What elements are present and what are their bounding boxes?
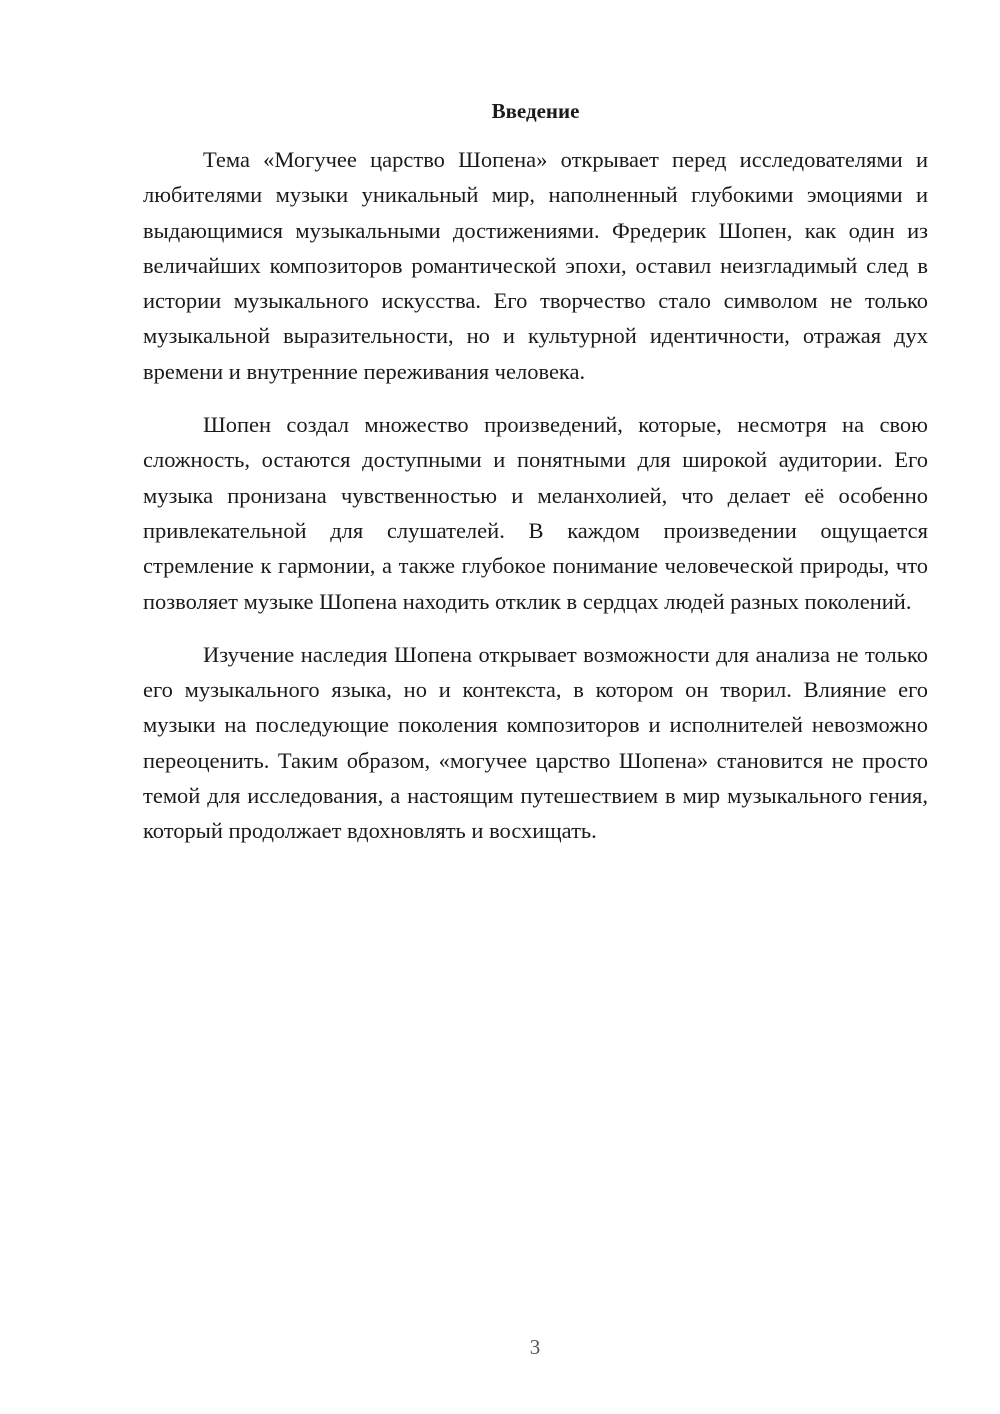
paragraph-1: Тема «Могучее царство Шопена» открывает перед исследователями и любителями музыки уникальный мир, наполненный глубокими эмоциями и выдающимися музыкальными достижениями. Фредерик Шопен, как один из величайших композиторов романтической эпохи, оставил неизгладимый след в истории музыкального искусства. Его творчество стало символом не только музыкальной выразительности, но и культурной идентичности, отражая дух времени и внутренние переживания человека.: [143, 147, 928, 384]
page-number: 3: [529, 1335, 541, 1359]
paragraph-3: Изучение наследия Шопена открывает возможности для анализа не только его музыкального языка, но и контекста, в котором он творил. Влияние его музыки на последующие поколения композиторов и исполнителей невозможно переоценить. Таким образом, «могучее царство Шопена» становится не просто темой для исследования, а настоящим путешествием в мир музыкального гения, который продолжает вдохновлять и восхищать.: [143, 641, 928, 844]
body-text: [143, 142, 928, 867]
section-heading: Введение: [491, 99, 580, 123]
paragraph-2: Шопен создал множество произведений, которые, несмотря на свою сложность, остаются доступными и понятными для широкой аудитории. Его музыка пронизана чувственностью и меланхолией, что делает её особенно привлекательной для слушателей. В каждом произведении ощущается стремление к гармонии, а также глубокое понимание человеческой природы, что позволяет музыке Шопена находить отклик в сердцах людей разных поколений.: [143, 412, 928, 614]
